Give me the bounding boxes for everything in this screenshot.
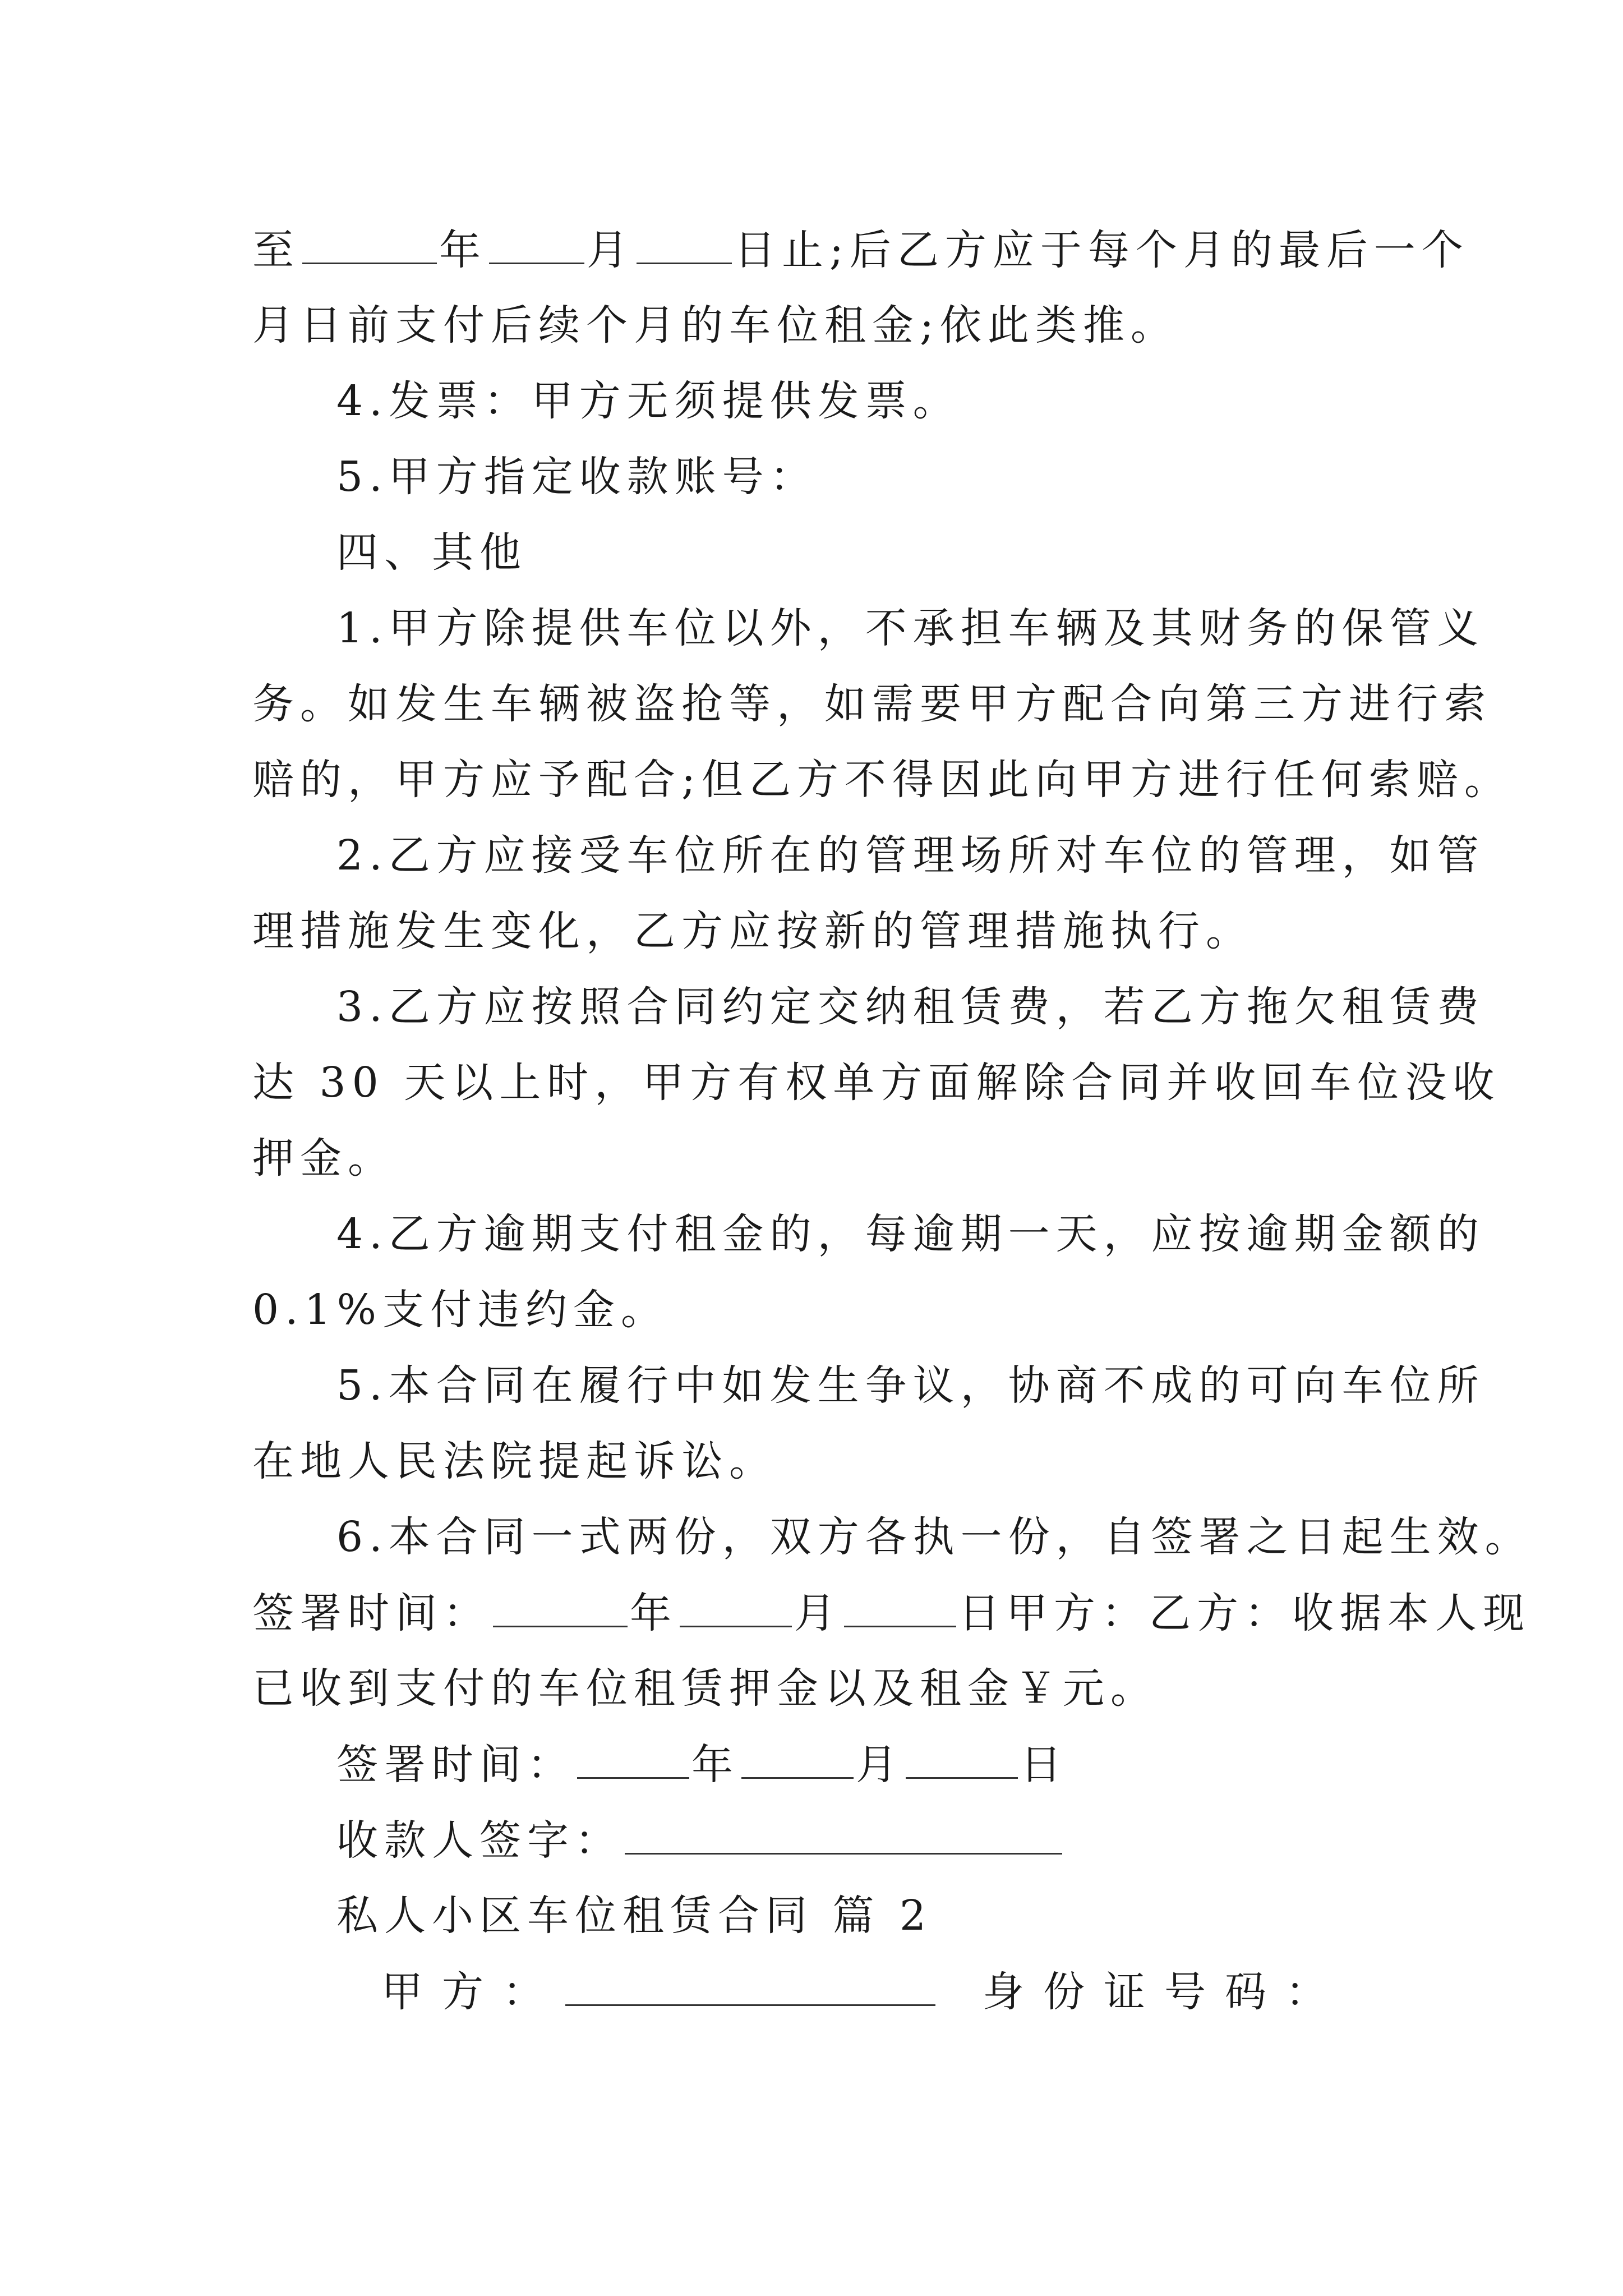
- clause-4-line: 4.乙方逾期支付租金的，每逾期一天，应按逾期金额的: [336, 1210, 1485, 1258]
- clause-5-line: 在地人民法院提起诉讼。: [252, 1437, 777, 1485]
- signing-time-line: [252, 1589, 1530, 1637]
- payee-label: 收款人签字：: [336, 1816, 623, 1865]
- year-blank: [302, 229, 437, 264]
- text-year: 年: [439, 226, 487, 274]
- text-tail: 日甲方：乙方：收据本人现: [958, 1589, 1530, 1637]
- day-blank: [637, 229, 732, 264]
- paragraph-line: 月日前支付后续个月的车位租金;依此类推。: [252, 301, 1178, 349]
- payee-signature-line: [336, 1816, 1064, 1865]
- clause-3-line: 3.乙方应按照合同约定交纳租赁费，若乙方拖欠租赁费: [336, 983, 1485, 1031]
- day-blank: [906, 1743, 1018, 1779]
- signing-time-label: 签署时间：: [252, 1589, 491, 1637]
- year-blank: [493, 1592, 628, 1627]
- text-day: 日: [1020, 1741, 1068, 1789]
- text-year: 年: [630, 1589, 677, 1637]
- clause-5-line: 5.本合同在履行中如发生争议，协商不成的可向车位所: [336, 1361, 1485, 1410]
- clause-4-line: 0.1%支付违约金。: [252, 1286, 668, 1334]
- account-clause: 5.甲方指定收款账号：: [336, 453, 818, 501]
- receipt-time-label: 签署时间：: [336, 1741, 575, 1789]
- month-blank: [741, 1743, 854, 1779]
- month-blank: [680, 1592, 792, 1627]
- receipt-text: 已收到支付的车位租赁押金以及租金￥元。: [252, 1664, 1158, 1713]
- text-year: 年: [691, 1741, 739, 1789]
- text-month: 月: [587, 226, 634, 274]
- invoice-clause: 4.发票：甲方无须提供发票。: [336, 377, 961, 425]
- text-month: 月: [856, 1741, 903, 1789]
- clause-2-line: 理措施发生变化，乙方应按新的管理措施执行。: [252, 907, 1253, 955]
- signature-blank: [625, 1819, 1062, 1855]
- clause-2-line: 2.乙方应接受车位所在的管理场所对车位的管理，如管: [336, 831, 1485, 880]
- clause-6-line: 6.本合同一式两份，双方各执一份，自签署之日起生效。: [336, 1513, 1533, 1561]
- receipt-time-line: [336, 1741, 1068, 1789]
- id-number-label: 身份证号码：: [983, 1968, 1346, 2016]
- party-a-line: [381, 1968, 1346, 2016]
- clause-1-line: 务。如发生车辆被盗抢等，如需要甲方配合向第三方进行索: [252, 680, 1492, 728]
- month-blank: [489, 229, 584, 264]
- day-blank: [844, 1592, 956, 1627]
- party-a-blank: [565, 1971, 935, 2006]
- clause-3-line: 押金。: [252, 1134, 395, 1182]
- clause-1-line: 1.甲方除提供车位以外，不承担车辆及其财务的保管义: [336, 604, 1485, 652]
- section-title: 私人小区车位租赁合同 篇 2: [336, 1892, 933, 1940]
- text-month: 月: [794, 1589, 842, 1637]
- year-blank: [577, 1743, 689, 1779]
- text-suffix: 日止;后乙方应于每个月的最后一个: [734, 226, 1469, 274]
- clause-3-line: 达 30 天以上时，甲方有权单方面解除合同并收回车位没收: [252, 1059, 1501, 1107]
- party-a-label: 甲方：: [381, 1968, 563, 2016]
- text-prefix: 至: [252, 226, 300, 274]
- clause-1-line: 赔的，甲方应予配合;但乙方不得因此向甲方进行任何索赔。: [252, 756, 1512, 804]
- section-heading: 四、其他: [336, 528, 527, 577]
- payment-date-line: [252, 226, 1469, 274]
